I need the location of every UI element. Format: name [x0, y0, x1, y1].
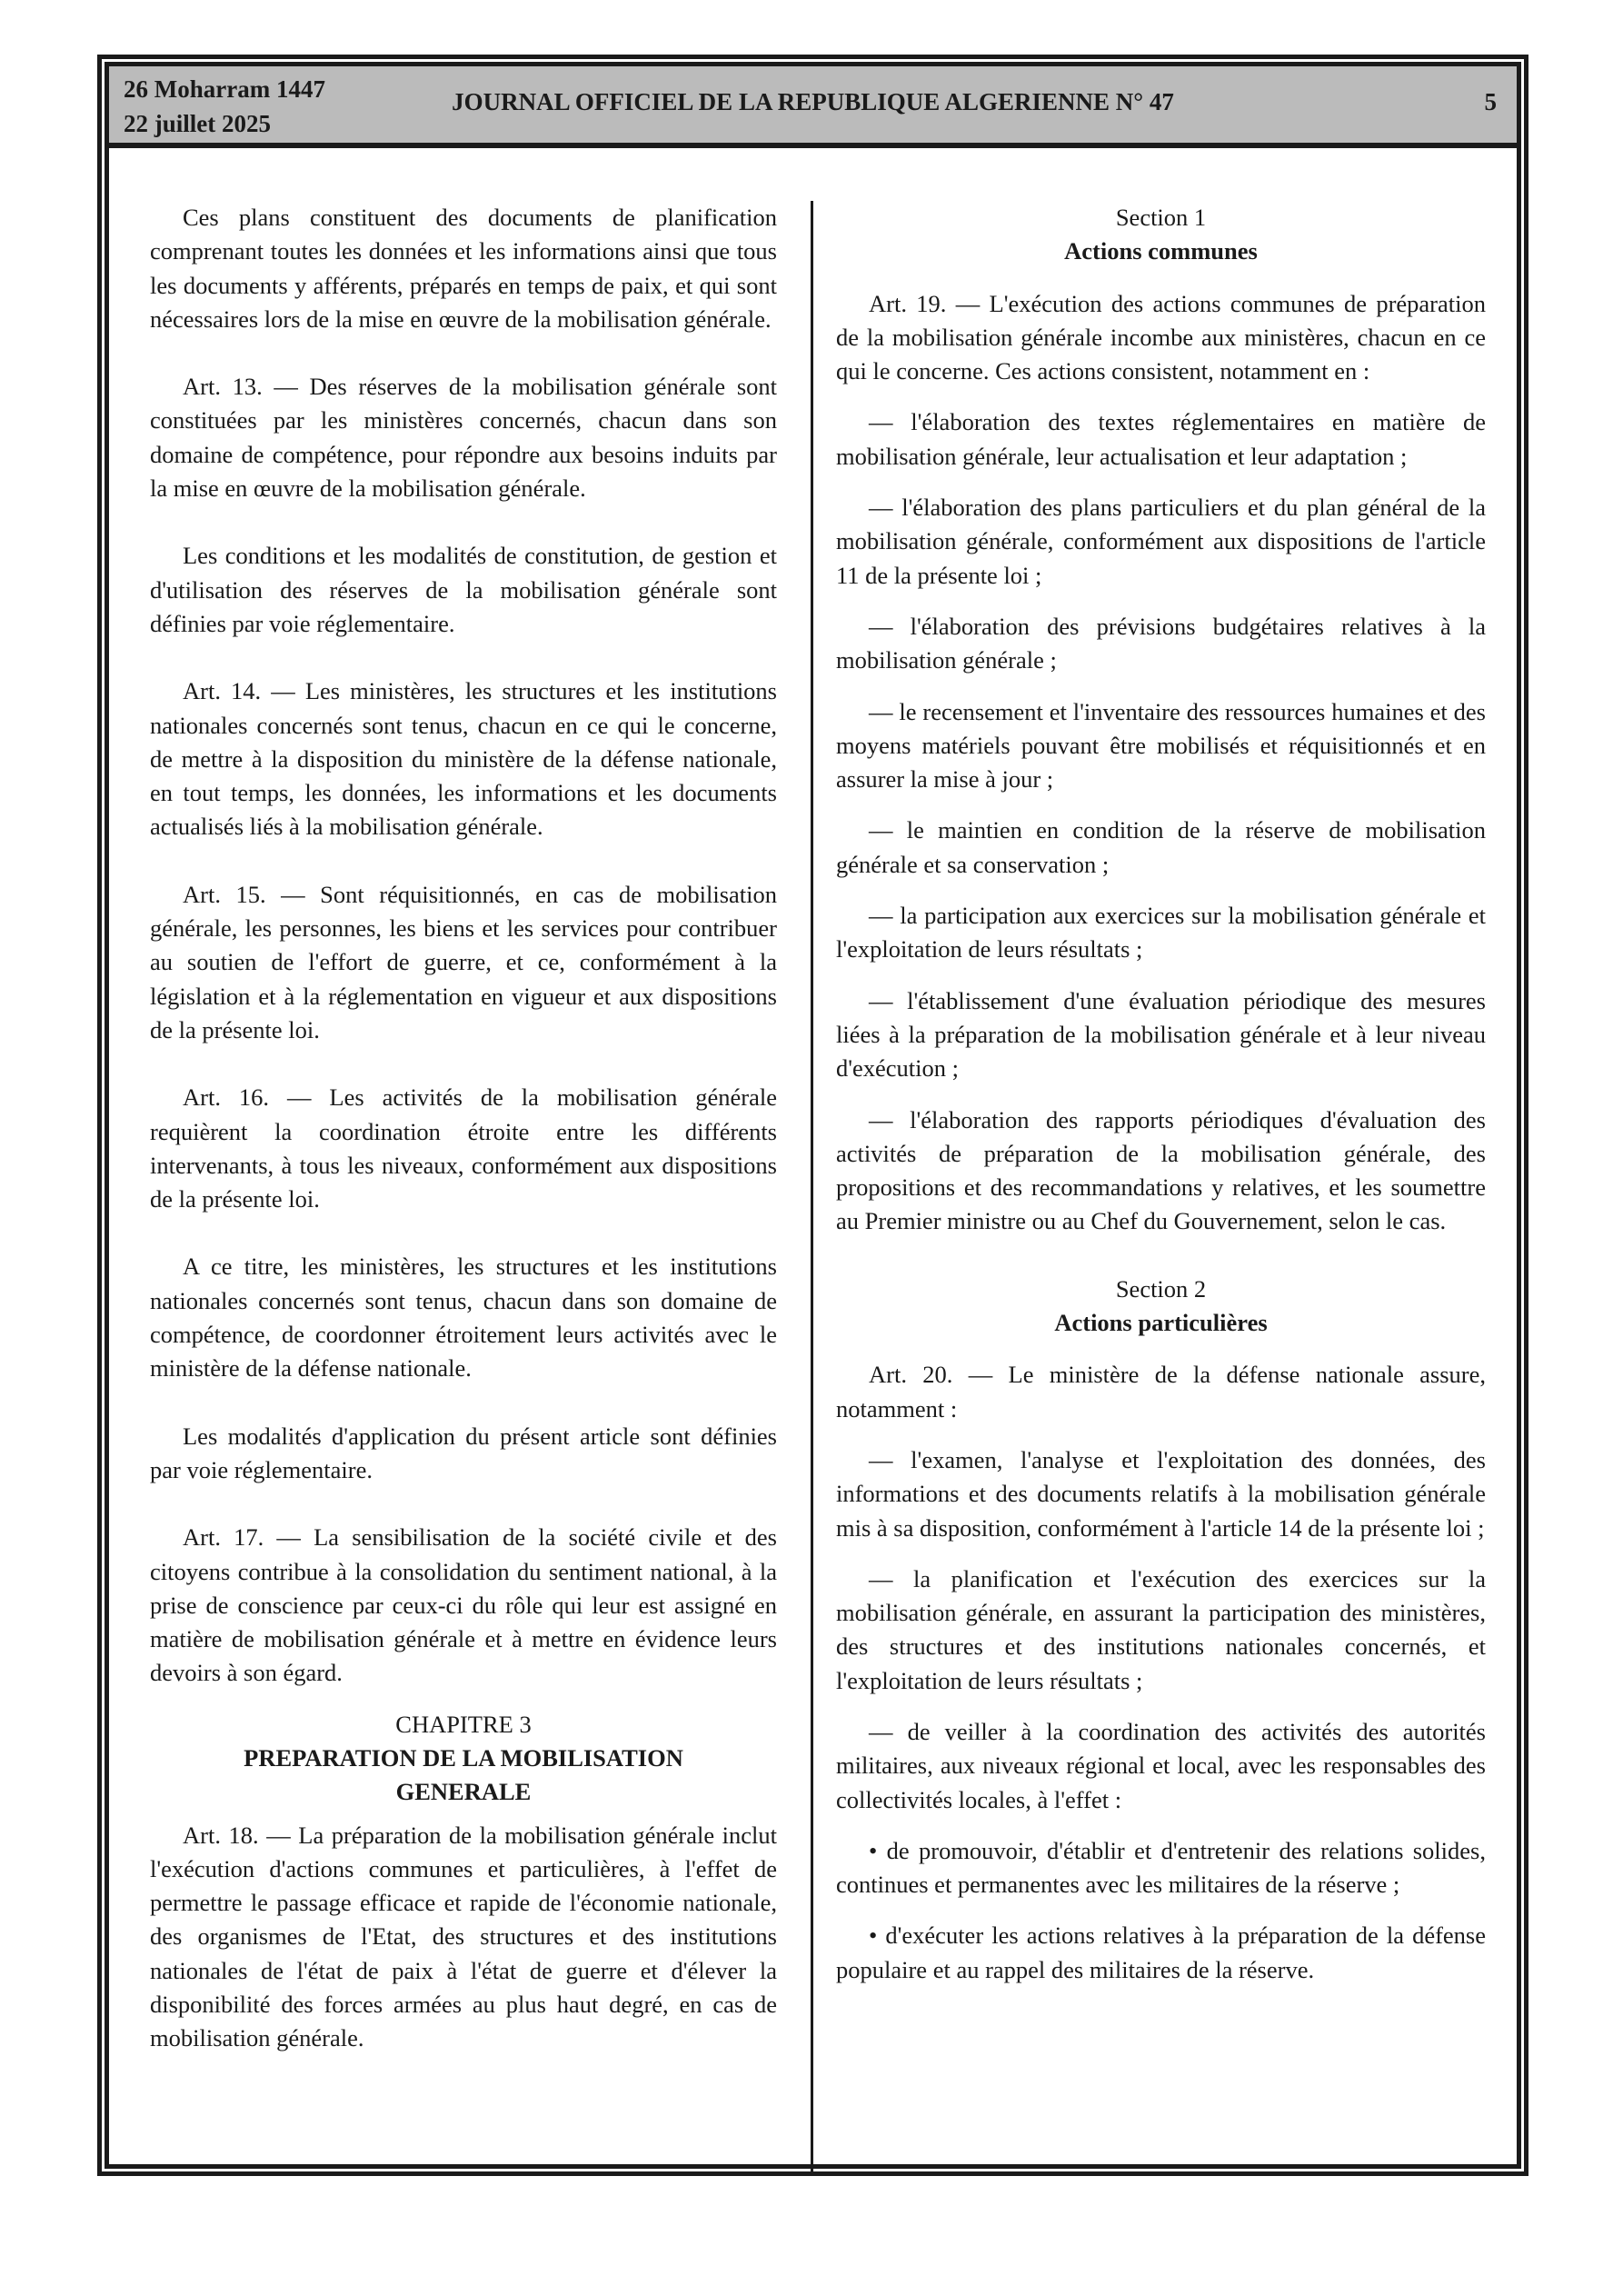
page-frame-inner: [105, 62, 1521, 2169]
page-frame: [97, 55, 1528, 2176]
art19-item: — la participation aux exercices sur la mobilisation générale et l'exploitation de leurs résultats ;: [836, 902, 1486, 963]
art19-item: — l'élaboration des textes réglementaires en matière de mobilisation générale, leur actualisation et leur adaptation ;: [836, 408, 1486, 470]
art19-item: — l'élaboration des plans particuliers et du plan général de la mobilisation générale, conformément aux dispositions de l'article 11 de la présente loi ;: [836, 494, 1486, 589]
page-header: [109, 66, 1517, 148]
chapter-title-line1: PREPARATION DE LA MOBILISATION: [244, 1743, 683, 1772]
article-14: Art. 14. — Les ministères, les structures et les institutions nationales concernés sont tenus, chacun en ce qui le concerne, de mettre à la disposition du ministère de la défense nationale, en tout temps, les données, les informations et les documents actualisés liés à la mobilisation générale.: [150, 677, 777, 841]
section-1-title: Actions communes: [1064, 237, 1258, 265]
article-15: Art. 15. — Sont réquisitionnés, en cas de mobilisation générale, les personnes, les biens et les services pour contribuer au soutien de l'effort de guerre, et ce, conformément à la législation et à la réglementation en vigueur et aux dispositions de la présente loi.: [150, 880, 777, 1043]
column-divider: [811, 201, 813, 2173]
art20-item: — de veiller à la coordination des activités des autorités militaires, aux niveaux régional et local, avec les responsables des collectivités locales, à l'effet :: [836, 1717, 1486, 1813]
paragraph-modalites: Les modalités d'application du présent article sont définies par voie réglementaire.: [150, 1422, 777, 1483]
art20-bullet: • de promouvoir, d'établir et d'entretenir des relations solides, continues et permanentes avec les militaires de la réserve ;: [836, 1836, 1486, 1899]
gregorian-date: 22 juillet 2025: [124, 110, 271, 137]
paragraph-reserves-conditions: Les conditions et les modalités de constitution, de gestion et d'utilisation des réserves de la mobilisation générale sont définies par voie réglementaire.: [150, 542, 777, 637]
art20-item: — la planification et l'exécution des exercices sur la mobilisation générale, en assurant la participation des ministères, des structures et des institutions nationales concernés, et l'exploitation de leurs résultats ;: [836, 1564, 1486, 1694]
section-2-title: Actions particulières: [1054, 1309, 1268, 1337]
art20-bullet: • d'exécuter les actions relatives à la préparation de la défense populaire et au rappel des militaires de la réserve.: [836, 1922, 1486, 1983]
art19-item: — le recensement et l'inventaire des ressources humaines et des moyens matériels pouvant être mobilisés et réquisitionnés et en assurer la mise à jour ;: [836, 697, 1486, 794]
article-17: Art. 17. — La sensibilisation de la société civile et des citoyens contribue à la consolidation du sentiment national, à la prise de conscience par ceux-ci du rôle qui leur est assigné en matière de mobilisation générale et à mettre en évidence leurs devoirs à son égard.: [150, 1523, 777, 1687]
right-column: [836, 201, 1486, 2004]
article-13: Art. 13. — Des réserves de la mobilisation générale sont constituées par les ministères concernés, chacun dans son domaine de compétence, pour répondre aux besoins induits par la mise en œuvre de la mobilisation générale.: [150, 373, 777, 503]
journal-title: JOURNAL OFFICIEL DE LA REPUBLIQUE ALGERIENNE N° 47: [452, 88, 1174, 115]
article-20-intro: Art. 20. — Le ministère de la défense nationale assure, notamment :: [836, 1361, 1486, 1423]
section-2-label: Section 2: [1115, 1274, 1207, 1303]
hijri-date: 26 Moharram 1447: [124, 75, 325, 103]
paragraph-a-ce-titre: A ce titre, les ministères, les structures et les institutions nationales concernés sont tenus, chacun dans son domaine de compétence, de coordonner étroitement leurs activités avec le ministère de la défense nationale.: [150, 1253, 777, 1383]
art19-item: — l'établissement d'une évaluation périodique des mesures liées à la préparation de la mobilisation générale et à leur niveau d'exécution ;: [836, 986, 1486, 1083]
art19-item: — l'élaboration des rapports périodiques d'évaluation des activités de préparation de la mobilisation générale, des propositions et des recommandations y relatives, et les soumettre au Premier ministre ou au Chef du Gouvernement, selon le cas.: [836, 1105, 1486, 1235]
art19-item: — l'élaboration des prévisions budgétaires relatives à la mobilisation générale ;: [836, 612, 1486, 674]
chapter-label: CHAPITRE 3: [395, 1710, 532, 1738]
left-column: [150, 201, 777, 2090]
article-16: Art. 16. — Les activités de la mobilisation générale requièrent la coordination étroite entre les différents intervenants, à tous les niveaux, conformément aux dispositions de la présente loi.: [150, 1083, 777, 1213]
section-1-label: Section 1: [1115, 204, 1207, 231]
page-number: 5: [1484, 88, 1497, 115]
chapter-title-line2: GENERALE: [395, 1778, 532, 1806]
article-19-intro: Art. 19. — L'exécution des actions communes de préparation de la mobilisation générale incombe aux ministères, chacun en ce qui le concerne. Ces actions consistent, notamment en :: [836, 289, 1486, 385]
article-18: Art. 18. — La préparation de la mobilisation générale inclut l'exécution d'actions communes et particulières, à l'effet de permettre le passage efficace et rapide de l'économie nationale, des organismes de l'Etat, des structures et des institutions nationales de l'état de paix à l'état de guerre et d'élever la disponibilité des forces armées au plus haut degré, en cas de mobilisation générale.: [150, 1821, 777, 2052]
art19-item: — le maintien en condition de la réserve de mobilisation générale et sa conservation ;: [836, 816, 1486, 878]
art20-item: — l'examen, l'analyse et l'exploitation des données, des informations et des documents relatifs à la mobilisation générale mis à sa disposition, conformément à l'article 14 de la présente loi ;: [836, 1445, 1486, 1542]
paragraph-plans: Ces plans constituent des documents de planification comprenant toutes les données et les informations ainsi que tous les documents y afférents, préparés en temps de paix, et qui sont nécessaires lors de la mise en œuvre de la mobilisation générale.: [150, 204, 777, 333]
